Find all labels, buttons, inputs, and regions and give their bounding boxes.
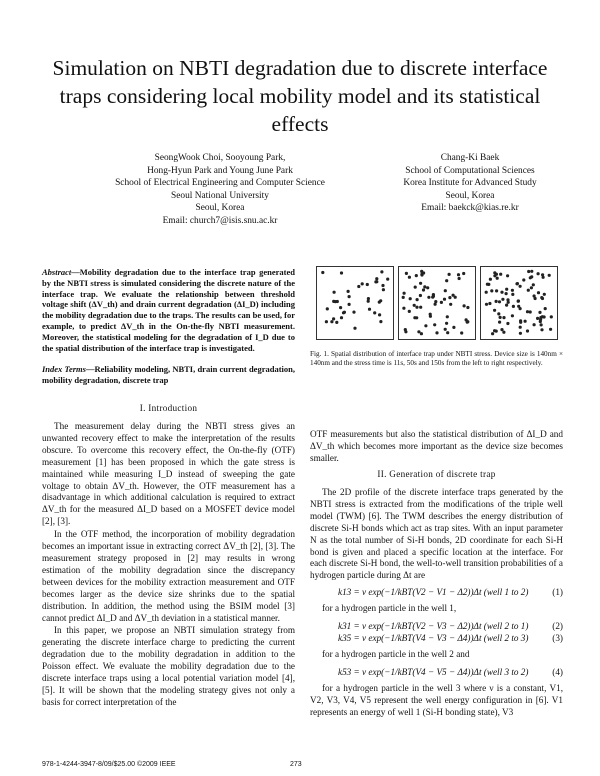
introduction-body bbox=[42, 421, 295, 709]
intro-paragraph-1: The measurement delay during the NBTI stress gives an unwanted recovery effect to make the interpretation of the results obscure. To overcome this recovery effect, the On-the-fly (OTF) measurement [1] has been proposed in which the gate stress is maintained while measuring I_D instead of sweeping the gate voltage to obtain ΔV_th. However, the OTF measurement has a disadvantage in which additional calculation is required to extract ΔV_th for the measured ΔI_D based on a MOSFET device model [2], [3]. bbox=[42, 421, 295, 527]
interface-trap-dot bbox=[496, 277, 499, 280]
interface-trap-dot bbox=[526, 310, 529, 313]
equation-1 bbox=[310, 586, 563, 598]
interface-trap-dot bbox=[343, 311, 346, 314]
interface-trap-dot bbox=[415, 306, 418, 309]
interface-trap-dot bbox=[499, 316, 502, 319]
interface-trap-dot bbox=[445, 322, 448, 325]
interface-trap-dot bbox=[379, 299, 382, 302]
author-email: Email: baekck@kias.re.kr bbox=[421, 203, 519, 214]
interface-trap-dot bbox=[434, 300, 437, 303]
interface-trap-dot bbox=[403, 292, 406, 295]
authors-left bbox=[70, 152, 370, 228]
interface-trap-dot bbox=[541, 273, 544, 276]
trap-distribution-panel-50s bbox=[398, 266, 476, 340]
interface-trap-dot bbox=[532, 283, 535, 286]
interface-trap-dot bbox=[448, 296, 451, 299]
authors-right bbox=[380, 152, 560, 215]
interface-trap-dot bbox=[348, 295, 351, 298]
author-email: Email: church7@isis.snu.ac.kr bbox=[162, 215, 278, 226]
interface-trap-dot bbox=[463, 304, 466, 307]
equation-1-context: for a hydrogen particle in the well 1, bbox=[322, 603, 457, 614]
interface-trap-dot bbox=[517, 305, 520, 308]
interface-trap-dot bbox=[408, 310, 411, 313]
interface-trap-dot bbox=[330, 320, 333, 323]
interface-trap-dot bbox=[380, 270, 383, 273]
interface-trap-dot bbox=[500, 328, 503, 331]
interface-trap-dot bbox=[449, 303, 452, 306]
interface-trap-dot bbox=[404, 328, 407, 331]
interface-trap-dot bbox=[502, 331, 505, 334]
equation-4-context: for a hydrogen particle in the well 3 where ν is a constant, V1, V2, V3, V4, V5 represent the well energy configuration in [6]. V1 represents an energy of well 1 (Si-H bonding state), V3 bbox=[310, 683, 563, 717]
equation-1-expression: k13 = ν exp(−1/kBT(V2 − V1 − Δ2))Δt (well 1 to 2) bbox=[338, 587, 529, 598]
interface-trap-dot bbox=[420, 332, 423, 335]
affiliation-city: Seoul, Korea bbox=[445, 190, 495, 201]
equation-4-expression: k53 = ν exp(−1/kBT(V4 − V5 − Δ4))Δt (well 3 to 2) bbox=[338, 667, 529, 678]
interface-trap-dot bbox=[489, 278, 492, 281]
affiliation-city: Seoul, Korea bbox=[195, 203, 245, 214]
interface-trap-dot bbox=[375, 277, 378, 280]
interface-trap-dot bbox=[339, 306, 342, 309]
interface-trap-dot bbox=[495, 330, 498, 333]
interface-trap-dot bbox=[424, 324, 427, 327]
interface-trap-dot bbox=[511, 314, 514, 317]
interface-trap-dot bbox=[402, 296, 405, 299]
interface-trap-dot bbox=[381, 284, 384, 287]
interface-trap-dot bbox=[361, 282, 364, 285]
section-heading-introduction: I. Introduction bbox=[139, 403, 198, 413]
interface-trap-dot bbox=[537, 291, 540, 294]
interface-trap-dot bbox=[505, 288, 508, 291]
interface-trap-dot bbox=[440, 301, 443, 304]
interface-trap-dot bbox=[540, 296, 543, 299]
interface-trap-dot bbox=[325, 320, 328, 323]
index-terms-lead: Index Terms bbox=[42, 364, 86, 374]
interface-trap-dot bbox=[347, 290, 350, 293]
interface-trap-dot bbox=[485, 291, 488, 294]
affiliation-1: School of Electrical Engineering and Computer Science bbox=[115, 178, 325, 189]
interface-trap-dot bbox=[501, 298, 504, 301]
page-number: 273 bbox=[290, 761, 302, 768]
interface-trap-dot bbox=[533, 323, 536, 326]
author-names-1: SeongWook Choi, Sooyoung Park, bbox=[154, 153, 286, 163]
interface-trap-dot bbox=[419, 306, 422, 309]
interface-trap-dot bbox=[446, 315, 449, 318]
intro-paragraph-3: In this paper, we propose an NBTI simulation strategy from generating the discrete interface charge to predicting the current degradation due to the mobility degradation in addition to the Poisson effect. We evaluate the mobility degradation due to the discrete interface traps using a local potential variation model [4], [5]. It will be shown that the modeling strategy gives not only a basis for correct interpretation of the bbox=[42, 625, 295, 707]
interface-trap-dot bbox=[444, 328, 447, 331]
interface-trap-dot bbox=[446, 331, 449, 334]
interface-trap-dot bbox=[527, 289, 530, 292]
equation-2 bbox=[310, 620, 563, 632]
footer-isbn: 978-1-4244-3947-8/09/$25.00 ©2009 IEEE bbox=[42, 761, 176, 768]
interface-trap-dot bbox=[530, 270, 533, 273]
trap-scatter-plot bbox=[317, 267, 393, 339]
interface-trap-dot bbox=[332, 317, 335, 320]
interface-trap-dot bbox=[522, 278, 525, 281]
interface-trap-dot bbox=[498, 321, 501, 324]
interface-trap-dot bbox=[457, 273, 460, 276]
interface-trap-dot bbox=[382, 288, 385, 291]
interface-trap-dot bbox=[495, 289, 498, 292]
interface-trap-dot bbox=[527, 270, 530, 273]
interface-trap-dot bbox=[515, 282, 518, 285]
interface-trap-dot bbox=[512, 305, 515, 308]
interface-trap-dot bbox=[539, 318, 542, 321]
interface-trap-dot bbox=[534, 297, 537, 300]
interface-trap-dot bbox=[367, 297, 370, 300]
interface-trap-dot bbox=[519, 319, 522, 322]
equation-3-number: (3) bbox=[552, 633, 563, 644]
interface-trap-dot bbox=[335, 321, 338, 324]
abstract-lead: Abstract bbox=[42, 267, 72, 277]
interface-trap-dot bbox=[502, 316, 505, 319]
author-names-2: Hong-Hyun Park and Young June Park bbox=[147, 165, 293, 176]
interface-trap-dot bbox=[321, 271, 324, 274]
interface-trap-dot bbox=[498, 300, 501, 303]
interface-trap-dot bbox=[511, 293, 514, 296]
right-column-text-top bbox=[310, 429, 563, 465]
interface-trap-dot bbox=[505, 292, 508, 295]
interface-trap-dot bbox=[530, 275, 533, 278]
interface-trap-dot bbox=[415, 274, 418, 277]
interface-trap-dot bbox=[326, 307, 329, 310]
interface-trap-dot bbox=[495, 273, 498, 276]
interface-trap-dot bbox=[375, 280, 378, 283]
interface-trap-dot bbox=[466, 321, 469, 324]
interface-trap-dot bbox=[409, 297, 412, 300]
interface-trap-dot bbox=[526, 329, 529, 332]
interface-trap-dot bbox=[445, 279, 448, 282]
interface-trap-dot bbox=[517, 300, 520, 303]
interface-trap-dot bbox=[432, 295, 435, 298]
interface-trap-dot bbox=[373, 311, 376, 314]
interface-trap-dot bbox=[386, 278, 389, 281]
equation-2-number: (2) bbox=[552, 621, 563, 632]
interface-trap-dot bbox=[499, 273, 502, 276]
interface-trap-dot bbox=[550, 315, 553, 318]
interface-trap-dot bbox=[379, 320, 382, 323]
interface-trap-dot bbox=[543, 293, 546, 296]
interface-trap-dot bbox=[544, 307, 547, 310]
interface-trap-dot bbox=[537, 272, 540, 275]
interface-trap-dot bbox=[416, 298, 419, 301]
interface-trap-dot bbox=[538, 311, 541, 314]
interface-trap-dot bbox=[368, 308, 371, 311]
figure-1 bbox=[316, 266, 560, 340]
interface-trap-dot bbox=[353, 327, 356, 330]
interface-trap-dot bbox=[540, 323, 543, 326]
equation-1-number: (1) bbox=[552, 587, 563, 598]
interface-trap-dot bbox=[419, 282, 422, 285]
interface-trap-dot bbox=[420, 273, 423, 276]
interface-trap-dot bbox=[506, 274, 509, 277]
equation-4-number: (4) bbox=[552, 667, 563, 678]
interface-trap-dot bbox=[511, 289, 514, 292]
interface-trap-dot bbox=[536, 317, 539, 320]
interface-trap-dot bbox=[505, 304, 508, 307]
interface-trap-dot bbox=[433, 323, 436, 326]
equation-3-expression: k35 = ν exp(−1/kBT(V4 − V3 − Δ4))Δt (well 2 to 3) bbox=[338, 633, 529, 644]
interface-trap-dot bbox=[413, 316, 416, 319]
interface-trap-dot bbox=[466, 306, 469, 309]
interface-trap-dot bbox=[506, 298, 509, 301]
interface-trap-dot bbox=[500, 291, 503, 294]
interface-trap-dot bbox=[519, 285, 522, 288]
index-terms-text: —Reliability modeling, NBTI, drain current degradation, mobility degradation, discrete trap bbox=[42, 364, 295, 385]
interface-trap-dot bbox=[452, 326, 455, 329]
interface-trap-dot bbox=[519, 332, 522, 335]
right-paragraph-continued: OTF measurements but also the statistical distribution of ΔI_D and ΔV_th which becomes more important as the device size becomes smaller. bbox=[310, 429, 563, 463]
generation-paragraph-1: The 2D profile of the discrete interface traps generated by the NBTI stress is extracted from the modifications of the triple well model (TWM) [6]. The TWM describes the energy distribution of discrete Si-H bonds which act as trap sites. With an input parameter N as the total number of Si-H bonds, 2D coordinate for each Si-H bond is given and placed a specific location at the interface. For each discrete Si-H bond, the well-to-well transition probabilities of a hydrogen particle during Δt are bbox=[310, 487, 563, 581]
interface-trap-dot bbox=[488, 302, 491, 305]
interface-trap-dot bbox=[429, 313, 432, 316]
affiliation-2: Seoul National University bbox=[171, 190, 269, 201]
interface-trap-dot bbox=[366, 283, 369, 286]
interface-trap-dot bbox=[427, 296, 430, 299]
interface-trap-dot bbox=[413, 304, 416, 307]
interface-trap-dot bbox=[435, 331, 438, 334]
interface-trap-dot bbox=[357, 285, 360, 288]
interface-trap-dot bbox=[405, 272, 408, 275]
interface-trap-dot bbox=[452, 294, 455, 297]
trap-distribution-panel-11s bbox=[316, 266, 394, 340]
interface-trap-dot bbox=[408, 276, 411, 279]
interface-trap-dot bbox=[444, 289, 447, 292]
equation-4 bbox=[310, 666, 563, 678]
figure-caption: Fig. 1. Spatial distribution of interface trap under NBTI stress. Device size is 140nm × 140nm and the stress time is 11s, 50s and 150s from the left to right respectively. bbox=[310, 350, 563, 368]
interface-trap-dot bbox=[524, 320, 527, 323]
equation-3 bbox=[310, 632, 563, 644]
interface-trap-dot bbox=[419, 294, 422, 297]
interface-trap-dot bbox=[423, 285, 426, 288]
interface-trap-dot bbox=[334, 300, 337, 303]
equation-3-context: for a hydrogen particle in the well 2 and bbox=[322, 649, 470, 660]
abstract-text: —Mobility degradation due to the interface trap generated by the NBTI stress is simulated considering the discrete nature of the interface trap. We evaluate the relationship between threshold voltage shift (ΔV_th) and drain current degradation (ΔI_D) including the mobility degradation due to the traps. The results can be used, for example, to predict ΔV_th in the On-the-fly NBTI measurement. Moreover, the statistical modeling for the degradation of I_D due to the spatial distribution of the interface trap is investigated. bbox=[42, 267, 295, 353]
trap-scatter-plot bbox=[399, 267, 475, 339]
paper-title: Simulation on NBTI degradation due to discrete interface traps considering local mobility model and its statistical effects bbox=[52, 56, 548, 136]
interface-trap-dot bbox=[486, 283, 489, 286]
author-name: Chang-Ki Baek bbox=[440, 153, 500, 163]
interface-trap-dot bbox=[543, 315, 546, 318]
interface-trap-dot bbox=[352, 311, 355, 314]
intro-paragraph-2: In the OTF method, the incorporation of mobility degradation becomes an important issue in extracting correct ΔV_th [2], [3]. The measurement strategy proposed in [2] may results in wrong estimation of the mobility degradation since the discrepancy between devices for the mobility extraction measurement and OTF becomes larger as the device size shrinks due to the spatial distribution. In addition, the method using the BSIM model [3] cannot predict ΔI_D and ΔV_th deviation in a statistical manner. bbox=[42, 529, 295, 623]
interface-trap-dot bbox=[426, 286, 429, 289]
interface-trap-dot bbox=[458, 277, 461, 280]
index-terms bbox=[42, 364, 295, 386]
interface-trap-dot bbox=[530, 286, 533, 289]
affiliation-2: Korea Institute for Advanced Study bbox=[403, 178, 537, 189]
trap-distribution-panel-150s bbox=[480, 266, 558, 340]
interface-trap-dot bbox=[378, 313, 381, 316]
interface-trap-dot bbox=[548, 274, 551, 277]
trap-scatter-plot bbox=[481, 267, 557, 339]
interface-trap-dot bbox=[340, 271, 343, 274]
interface-trap-dot bbox=[506, 322, 509, 325]
interface-trap-dot bbox=[491, 332, 494, 335]
interface-trap-dot bbox=[443, 298, 446, 301]
interface-trap-dot bbox=[493, 309, 496, 312]
generation-body bbox=[310, 487, 563, 719]
interface-trap-dot bbox=[495, 300, 498, 303]
interface-trap-dot bbox=[497, 312, 500, 315]
interface-trap-dot bbox=[422, 288, 425, 291]
interface-trap-dot bbox=[490, 289, 493, 292]
affiliation-1: School of Computational Sciences bbox=[405, 165, 535, 176]
interface-trap-dot bbox=[529, 310, 532, 313]
interface-trap-dot bbox=[519, 326, 522, 329]
interface-trap-dot bbox=[348, 303, 351, 306]
interface-trap-dot bbox=[340, 316, 343, 319]
interface-trap-dot bbox=[333, 291, 336, 294]
interface-trap-dot bbox=[540, 328, 543, 331]
interface-trap-dot bbox=[460, 331, 463, 334]
equation-2-expression: k31 = ν exp(−1/kBT(V2 − V3 − Δ2))Δt (well 2 to 1) bbox=[338, 621, 529, 632]
interface-trap-dot bbox=[448, 273, 451, 276]
interface-trap-dot bbox=[549, 328, 552, 331]
interface-trap-dot bbox=[485, 303, 488, 306]
section-heading-generation: II. Generation of discrete trap bbox=[377, 469, 496, 479]
interface-trap-dot bbox=[414, 286, 417, 289]
abstract bbox=[42, 267, 295, 353]
interface-trap-dot bbox=[462, 272, 465, 275]
interface-trap-dot bbox=[402, 307, 405, 310]
